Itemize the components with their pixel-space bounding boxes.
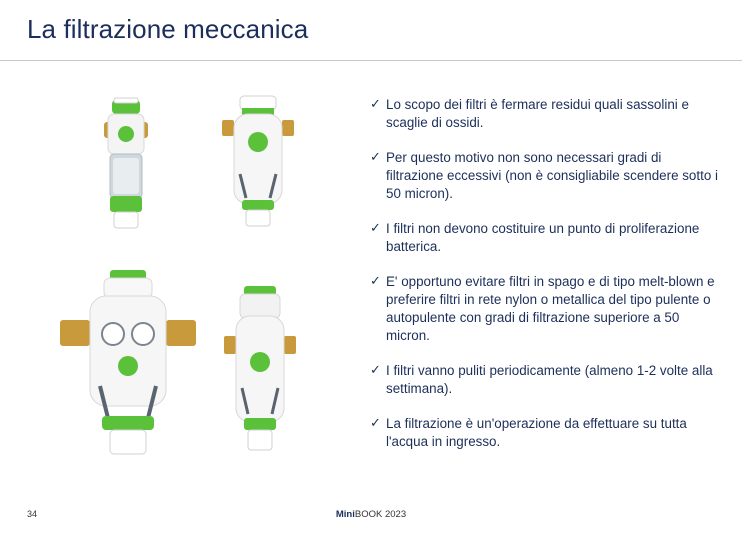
checkmark-icon: ✓: [370, 416, 381, 431]
bullet-list: [370, 96, 722, 468]
title-divider: [0, 60, 742, 61]
bullet-text: E' opportuno evitare filtri in spago e di tipo melt-blown e preferire filtri in rete nylon o metallica del tipo pulente o autopulente con gradi di filtrazione superiore a 50 micron.: [386, 274, 715, 343]
filter-image-clear-bowl: [98, 96, 154, 236]
footer-brand: [0, 509, 742, 520]
bullet-item: [370, 362, 722, 398]
bullet-text: Per questo motivo non sono necessari gradi di filtrazione eccessivi (non è consigliabile scendere sotto i 50 micron).: [386, 150, 718, 201]
page-number: 34: [27, 509, 38, 519]
bullet-item: [370, 273, 722, 345]
checkmark-icon: ✓: [370, 363, 381, 378]
bullet-item: [370, 96, 722, 132]
filter-image-with-gauges: [58, 268, 198, 458]
bullet-text: I filtri vanno puliti periodicamente (almeno 1-2 volte alla settimana).: [386, 363, 713, 396]
footer-brand-rest: BOOK 2023: [354, 509, 407, 520]
bullet-text: Lo scopo dei filtri è fermare residui quali sassolini e scaglie di ossidi.: [386, 97, 689, 130]
slide-title: La filtrazione meccanica: [27, 14, 309, 44]
bullet-item: [370, 149, 722, 203]
checkmark-icon: ✓: [370, 221, 381, 236]
bullet-text: La filtrazione è un'operazione da effettuare su tutta l'acqua in ingresso.: [386, 416, 687, 449]
checkmark-icon: ✓: [370, 97, 381, 112]
bullet-item: [370, 220, 722, 256]
checkmark-icon: ✓: [370, 274, 381, 289]
checkmark-icon: ✓: [370, 150, 381, 165]
bullet-item: [370, 415, 722, 451]
footer-brand-bold: Mini: [335, 509, 355, 520]
filter-image-white-small: [218, 94, 298, 234]
filter-image-white-tall: [220, 284, 300, 454]
bullet-text: I filtri non devono costituire un punto di proliferazione batterica.: [386, 221, 700, 254]
